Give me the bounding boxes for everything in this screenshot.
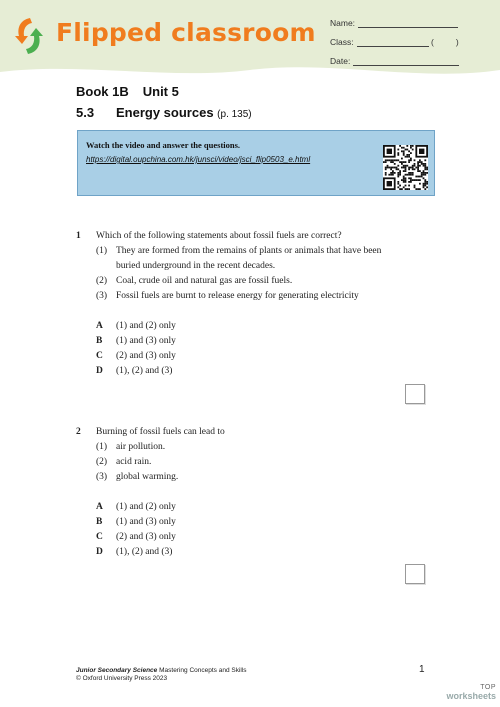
q1-statement-1-number: (1)	[96, 246, 108, 256]
question-1-number: 1	[76, 231, 81, 241]
q2-statement-3-text: global warming.	[116, 472, 179, 482]
q2-option-b-letter: B	[96, 517, 103, 527]
q1-option-c-text: (2) and (3) only	[116, 351, 176, 361]
date-input-line[interactable]	[353, 56, 459, 66]
section-number: 5.3	[76, 105, 95, 120]
q1-statement-3-number: (3)	[96, 291, 108, 301]
name-field	[330, 18, 458, 28]
q2-answer-box[interactable]	[405, 564, 425, 584]
unit-label: Unit 5	[142, 84, 179, 99]
q1-option-d-text: (1), (2) and (3)	[116, 366, 173, 376]
brand-title: Flipped classroom	[56, 18, 316, 47]
q2-option-a-text: (1) and (2) only	[116, 502, 176, 512]
q2-option-d-text: (1), (2) and (3)	[116, 547, 173, 557]
video-instruction: Watch the video and answer the questions.	[86, 140, 241, 150]
q2-option-a-letter: A	[96, 502, 103, 512]
section-heading	[76, 105, 252, 120]
name-label: Name:	[330, 18, 356, 28]
question-2-stem: Burning of fossil fuels can lead to	[96, 427, 225, 437]
question-1-stem: Which of the following statements about fossil fuels are correct?	[96, 231, 342, 241]
q1-answer-box[interactable]	[405, 384, 425, 404]
q2-statement-3-number: (3)	[96, 472, 108, 482]
q1-option-c-letter: C	[96, 351, 103, 361]
q1-option-d-letter: D	[96, 366, 103, 376]
class-number-close: )	[455, 37, 459, 47]
footer-copyright: © Oxford University Press 2023	[76, 675, 168, 682]
book-unit-heading	[76, 84, 179, 99]
date-label: Date:	[330, 56, 351, 66]
class-input-line[interactable]	[357, 37, 429, 47]
recycle-arrows-icon	[14, 14, 44, 58]
q2-option-c-letter: C	[96, 532, 103, 542]
q2-statement-2-text: acid rain.	[116, 457, 152, 467]
watermark-bottom: worksheets	[446, 691, 496, 701]
footer-series: Junior Secondary Science	[76, 667, 158, 674]
class-number-open: (	[431, 37, 434, 47]
q1-statement-2-number: (2)	[96, 276, 108, 286]
q1-statement-1-line-2: buried underground in the recent decades.	[116, 261, 276, 271]
q2-statement-1-text: air pollution.	[116, 442, 166, 452]
date-field	[330, 56, 459, 66]
footer-subtitle: Mastering Concepts and Skills	[159, 667, 247, 674]
video-box	[77, 130, 435, 196]
qr-code-icon[interactable]	[383, 145, 428, 190]
q2-statement-1-number: (1)	[96, 442, 108, 452]
q2-statement-2-number: (2)	[96, 457, 108, 467]
q2-option-c-text: (2) and (3) only	[116, 532, 176, 542]
q1-option-a-letter: A	[96, 321, 103, 331]
q2-option-d-letter: D	[96, 547, 103, 557]
q1-option-b-letter: B	[96, 336, 103, 346]
book-label: Book 1B	[76, 84, 129, 99]
watermark-top: TOP	[480, 684, 496, 691]
footer-credits	[76, 667, 247, 683]
q1-option-b-text: (1) and (3) only	[116, 336, 176, 346]
class-field	[330, 37, 459, 47]
watermark-logo	[434, 684, 496, 700]
q1-option-a-text: (1) and (2) only	[116, 321, 176, 331]
page-reference: (p. 135)	[217, 109, 252, 120]
page-number: 1	[419, 664, 425, 675]
q2-option-b-text: (1) and (3) only	[116, 517, 176, 527]
question-2-number: 2	[76, 427, 81, 437]
section-title: Energy sources	[116, 105, 214, 120]
q1-statement-3-text: Fossil fuels are burnt to release energy for generating electricity	[116, 291, 359, 301]
video-link[interactable]: https://digital.oupchina.com.hk/junsci/video/jsci_flip0503_e.html	[86, 155, 311, 164]
q1-statement-1-line-1: They are formed from the remains of plants or animals that have been	[116, 246, 382, 256]
class-label: Class:	[330, 37, 354, 47]
name-input-line[interactable]	[358, 18, 458, 28]
q1-statement-2-text: Coal, crude oil and natural gas are fossil fuels.	[116, 276, 293, 286]
